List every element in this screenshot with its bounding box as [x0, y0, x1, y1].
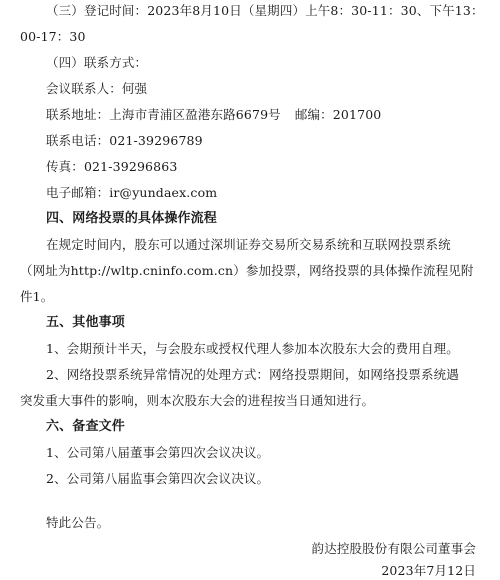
section-4-heading: 四、网络投票的具体操作流程: [46, 211, 217, 226]
section-6-heading: 六、备查文件: [46, 419, 125, 434]
section-4-line-3: 件1。: [20, 289, 54, 304]
contact-heading: （四）联系方式：: [46, 55, 148, 70]
contact-postcode: 邮编：201700: [294, 107, 382, 122]
contact-email-line: [46, 184, 217, 202]
contact-person: 会议联系人：何强: [46, 81, 148, 96]
section-5-heading: 五、其他事项: [46, 315, 125, 330]
contact-address-line: [46, 106, 381, 124]
registration-time-line-1: （三）登记时间：2023年8月10日（星期四）上午8：30-11：30、下午13：: [46, 3, 484, 18]
contact-address: 上海市青浦区盈港东路6679号: [109, 107, 281, 122]
registration-time-line-2: 00-17：30: [20, 29, 86, 44]
section-5-item-2-line-1: 2、网络投票系统异常情况的处理方式：网络投票期间，如网络投票系统遇: [46, 367, 459, 382]
contact-phone: 联系电话：021-39296789: [46, 133, 203, 148]
section-5-item-1: 1、会期预计半天，与会股东或授权代理人参加本次股东大会的费用自理。: [46, 341, 459, 356]
signature-date: 2023年7月12日: [381, 563, 476, 578]
section-4-line-2: （网址为http://wltp.cninfo.com.cn）参加投票，网络投票的具体操作流程见附: [20, 263, 474, 278]
contact-email-prefix: 电子邮箱：: [46, 185, 110, 200]
section-6-item-2: 2、公司第八届监事会第四次会议决议。: [46, 471, 270, 486]
signature: 韵达控股股份有限公司董事会: [311, 541, 476, 556]
section-4-line-1: 在规定时间内，股东可以通过深圳证券交易所交易系统和互联网投票系统: [46, 237, 451, 252]
contact-fax: 传真：021-39296863: [46, 159, 178, 174]
contact-email: ir@yundaex.com: [109, 185, 218, 200]
contact-address-prefix: 联系地址：: [46, 107, 110, 122]
section-6-item-1: 1、公司第八届董事会第四次会议决议。: [46, 445, 270, 460]
closing-announcement: 特此公告。: [46, 515, 110, 530]
section-5-item-2-line-2: 突发重大事件的影响，则本次股东大会的进程按当日通知进行。: [20, 393, 375, 408]
